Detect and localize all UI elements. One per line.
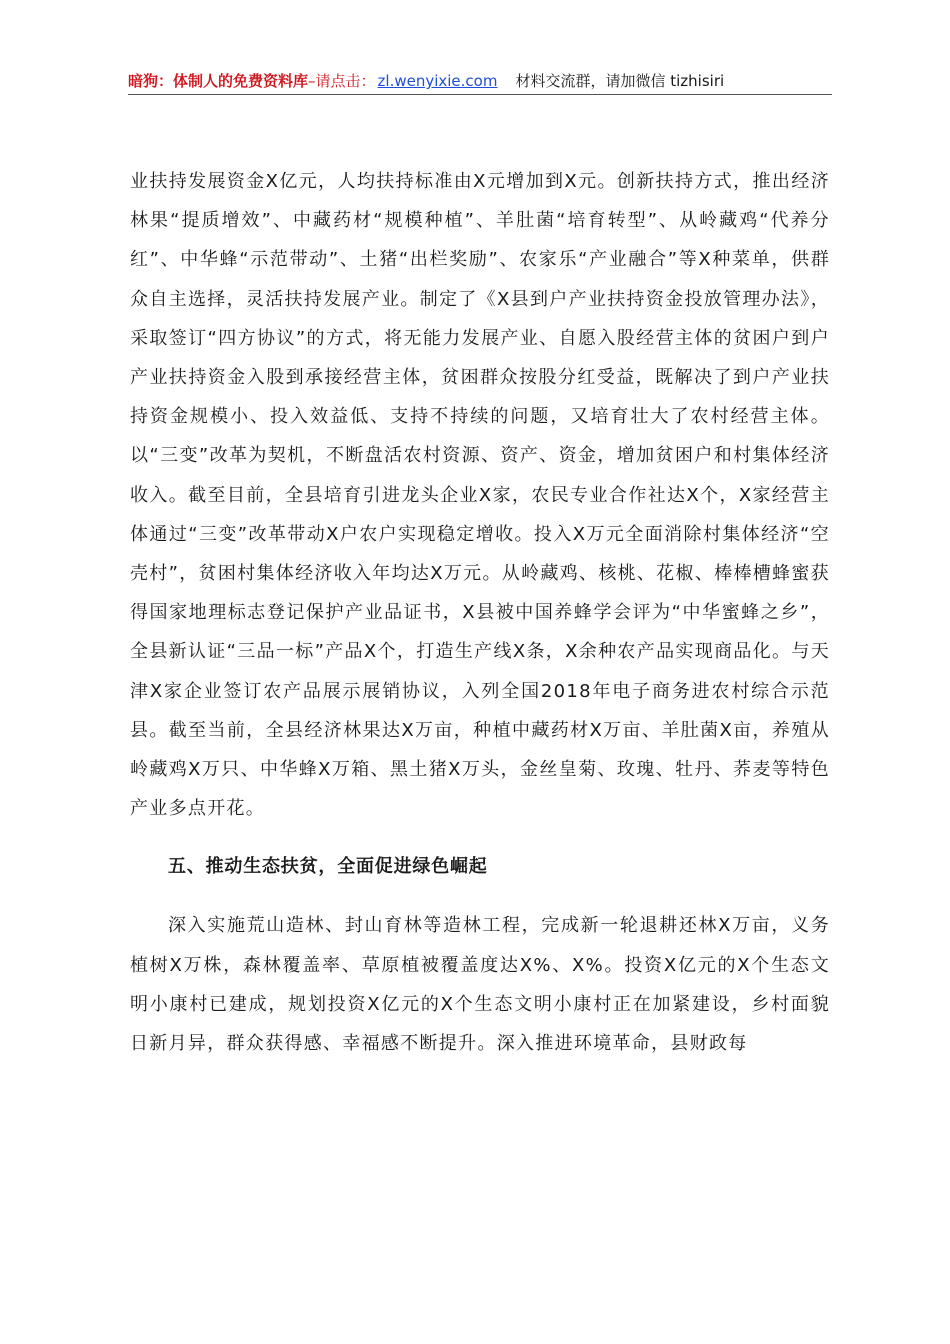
document-body bbox=[130, 162, 830, 1063]
body-paragraph-2: 深入实施荒山造林、封山育林等造林工程，完成新一轮退耕还林X万亩，义务植树X万株，森林覆盖率、草原植被覆盖度达X%、X%。投资X亿元的X个生态文明小康村已建成，规划投资X亿元的X个生态文明小康村正在加紧建设，乡村面貌日新月异，群众获得感、幸福感不断提升。深入推进环境革命，县财政每 bbox=[130, 915, 830, 1055]
header-brand: 暗狗：体制人的免费资料库 bbox=[128, 72, 309, 90]
header-link[interactable]: zl.wenyixie.com bbox=[377, 72, 498, 90]
header-contact: 材料交流群，请加微信 tizhisiri bbox=[515, 72, 725, 90]
body-paragraph-1: 业扶持发展资金X亿元，人均扶持标准由X元增加到X元。创新扶持方式，推出经济林果“提质增效”、中藏药材“规模种植”、羊肚菌“培育转型”、从岭藏鸡“代养分红”、中华蜂“示范带动”、土猪“出栏奖励”、农家乐“产业融合”等X种菜单，供群众自主选择，灵活扶持发展产业。制定了《X县到户产业扶持资金投放管理办法》，采取签订“四方协议”的方式，将无能力发展产业、自愿入股经营主体的贫困户到户产业扶持资金入股到承接经营主体，贫困群众按股分红受益，既解决了到户产业扶持资金规模小、投入效益低、支持不持续的问题，又培育壮大了农村经营主体。以“三变”改革为契机，不断盘活农村资源、资产、资金，增加贫困户和村集体经济收入。截至目前，全县培育引进龙头企业X家，农民专业合作社达X个，X家经营主体通过“三变”改革带动X户农户实现稳定增收。投入X万元全面消除村集体经济“空壳村”，贫困村集体经济收入年均达X万元。从岭藏鸡、核桃、花椒、棒棒槽蜂蜜获得国家地理标志登记保护产业品证书，X县被中国养蜂学会评为“中华蜜蜂之乡”，全县新认证“三品一标”产品X个，打造生产线X条，X余种农产品实现商品化。与天津X家企业签订农产品展示展销协议，入列全国2018年电子商务进农村综合示范县。截至当前，全县经济林果达X万亩，种植中藏药材X万亩、羊肚菌X亩，养殖从岭藏鸡X万只、中华蜂X万箱、黑土猪X万头，金丝皇菊、玫瑰、牡丹、荞麦等特色产业多点开花。 bbox=[130, 171, 830, 820]
page-header bbox=[128, 68, 832, 95]
header-prompt: –请点击： bbox=[308, 72, 376, 90]
section-heading: 五、推动生态扶贫，全面促进绿色崛起 bbox=[168, 856, 488, 878]
